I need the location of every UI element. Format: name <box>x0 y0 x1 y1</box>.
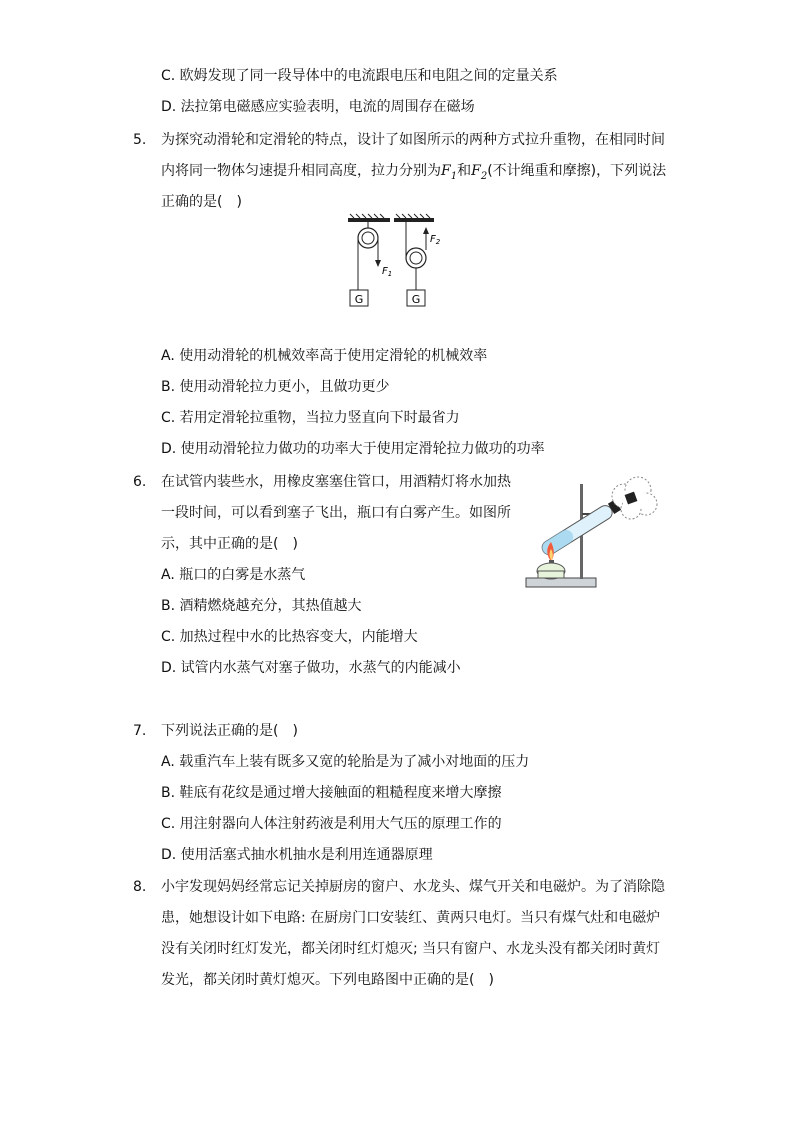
block-left-label: G <box>354 293 364 306</box>
movable-pulley <box>406 222 429 290</box>
q6-stem-line3: 示，其中正确的是( ) <box>161 536 298 552</box>
q5-stem-text-a: 内将同一物体匀速提升相同高度，拉力分别为 <box>161 163 441 179</box>
q5-f2-symbol: F <box>471 163 481 179</box>
q5-stem-line3: 正确的是( ) <box>161 194 242 210</box>
mist-cloud <box>612 477 657 519</box>
q7-option-d: D. 使用活塞式抽水机抽水是利用连通器原理 <box>161 847 433 863</box>
q8-stem-line4: 发光，都关闭时黄灯熄灭。下列电路图中正确的是( ) <box>161 972 494 988</box>
q5-f1-subscript: 1 <box>450 170 458 182</box>
q4-option-d: D. 法拉第电磁感应实验表明，电流的周围存在磁场 <box>161 99 475 115</box>
q6-option-a: A. 瓶口的白雾是水蒸气 <box>161 567 306 583</box>
q7-number: 7. <box>133 723 147 739</box>
pulley-figure <box>340 212 460 312</box>
ceiling-left <box>348 214 390 222</box>
q4-option-c: C. 欧姆发现了同一段导体中的电流跟电压和电阻之间的定量关系 <box>161 68 558 84</box>
fixed-pulley <box>358 222 381 290</box>
q5-f1-symbol: F <box>441 163 451 179</box>
q6-stem-line2: 一段时间，可以看到塞子飞出，瓶口有白雾产生。如图所 <box>161 505 511 521</box>
q5-stem-line1: 为探究动滑轮和定滑轮的特点，设计了如图所示的两种方式拉升重物，在相同时间 <box>161 132 665 148</box>
q5-option-a: A. 使用动滑轮的机械效率高于使用定滑轮的机械效率 <box>161 348 488 364</box>
q7-option-a: A. 载重汽车上装有既多又宽的轮胎是为了减小对地面的压力 <box>161 754 530 770</box>
q6-stem-line1: 在试管内装些水，用橡皮塞塞住管口，用酒精灯将水加热 <box>161 474 511 490</box>
ceiling-right <box>394 214 434 222</box>
q8-stem-line3: 没有关闭时红灯发光，都关闭时红灯熄灭; 当只有窗户、水龙头没有都关闭时黄灯 <box>161 941 661 957</box>
q5-f2-subscript: 2 <box>480 170 488 182</box>
f1-label: $F_1$ <box>382 266 393 278</box>
q5-and: 和 <box>457 163 472 179</box>
q5-stem-line2 <box>161 162 666 186</box>
q5-option-c: C. 若用定滑轮拉重物，当拉力竖直向下时最省力 <box>161 410 460 426</box>
q7-stem: 下列说法正确的是( ) <box>161 723 298 739</box>
test-tube-figure <box>516 474 662 594</box>
block-right-label: G <box>411 293 421 306</box>
f2-label: $F_2$ <box>430 234 441 246</box>
q5-option-d: D. 使用动滑轮拉力做功的功率大于使用定滑轮拉力做功的功率 <box>161 441 545 457</box>
q7-option-b: B. 鞋底有花纹是通过增大接触面的粗糙程度来增大摩擦 <box>161 785 502 801</box>
q6-number: 6. <box>133 474 147 490</box>
q8-stem-line2: 患，她想设计如下电路: 在厨房门口安装红、黄两只电灯。当只有煤气灶和电磁炉 <box>161 910 661 926</box>
q6-option-d: D. 试管内水蒸气对塞子做功，水蒸气的内能减小 <box>161 660 461 676</box>
q5-stem-text-b: (不计绳重和摩擦)，下列说法 <box>487 163 667 179</box>
q8-stem-line1: 小宇发现妈妈经常忘记关掉厨房的窗户、水龙头、煤气开关和电磁炉。为了消除隐 <box>161 879 665 895</box>
q5-option-b: B. 使用动滑轮拉力更小，且做功更少 <box>161 379 390 395</box>
q5-number: 5. <box>133 132 147 148</box>
q7-option-c: C. 用注射器向人体注射药液是利用大气压的原理工作的 <box>161 816 502 832</box>
stand-base <box>526 578 596 587</box>
q6-option-c: C. 加热过程中水的比热容变大，内能增大 <box>161 629 418 645</box>
q6-option-b: B. 酒精燃烧越充分，其热值越大 <box>161 598 362 614</box>
q8-number: 8. <box>133 879 147 895</box>
